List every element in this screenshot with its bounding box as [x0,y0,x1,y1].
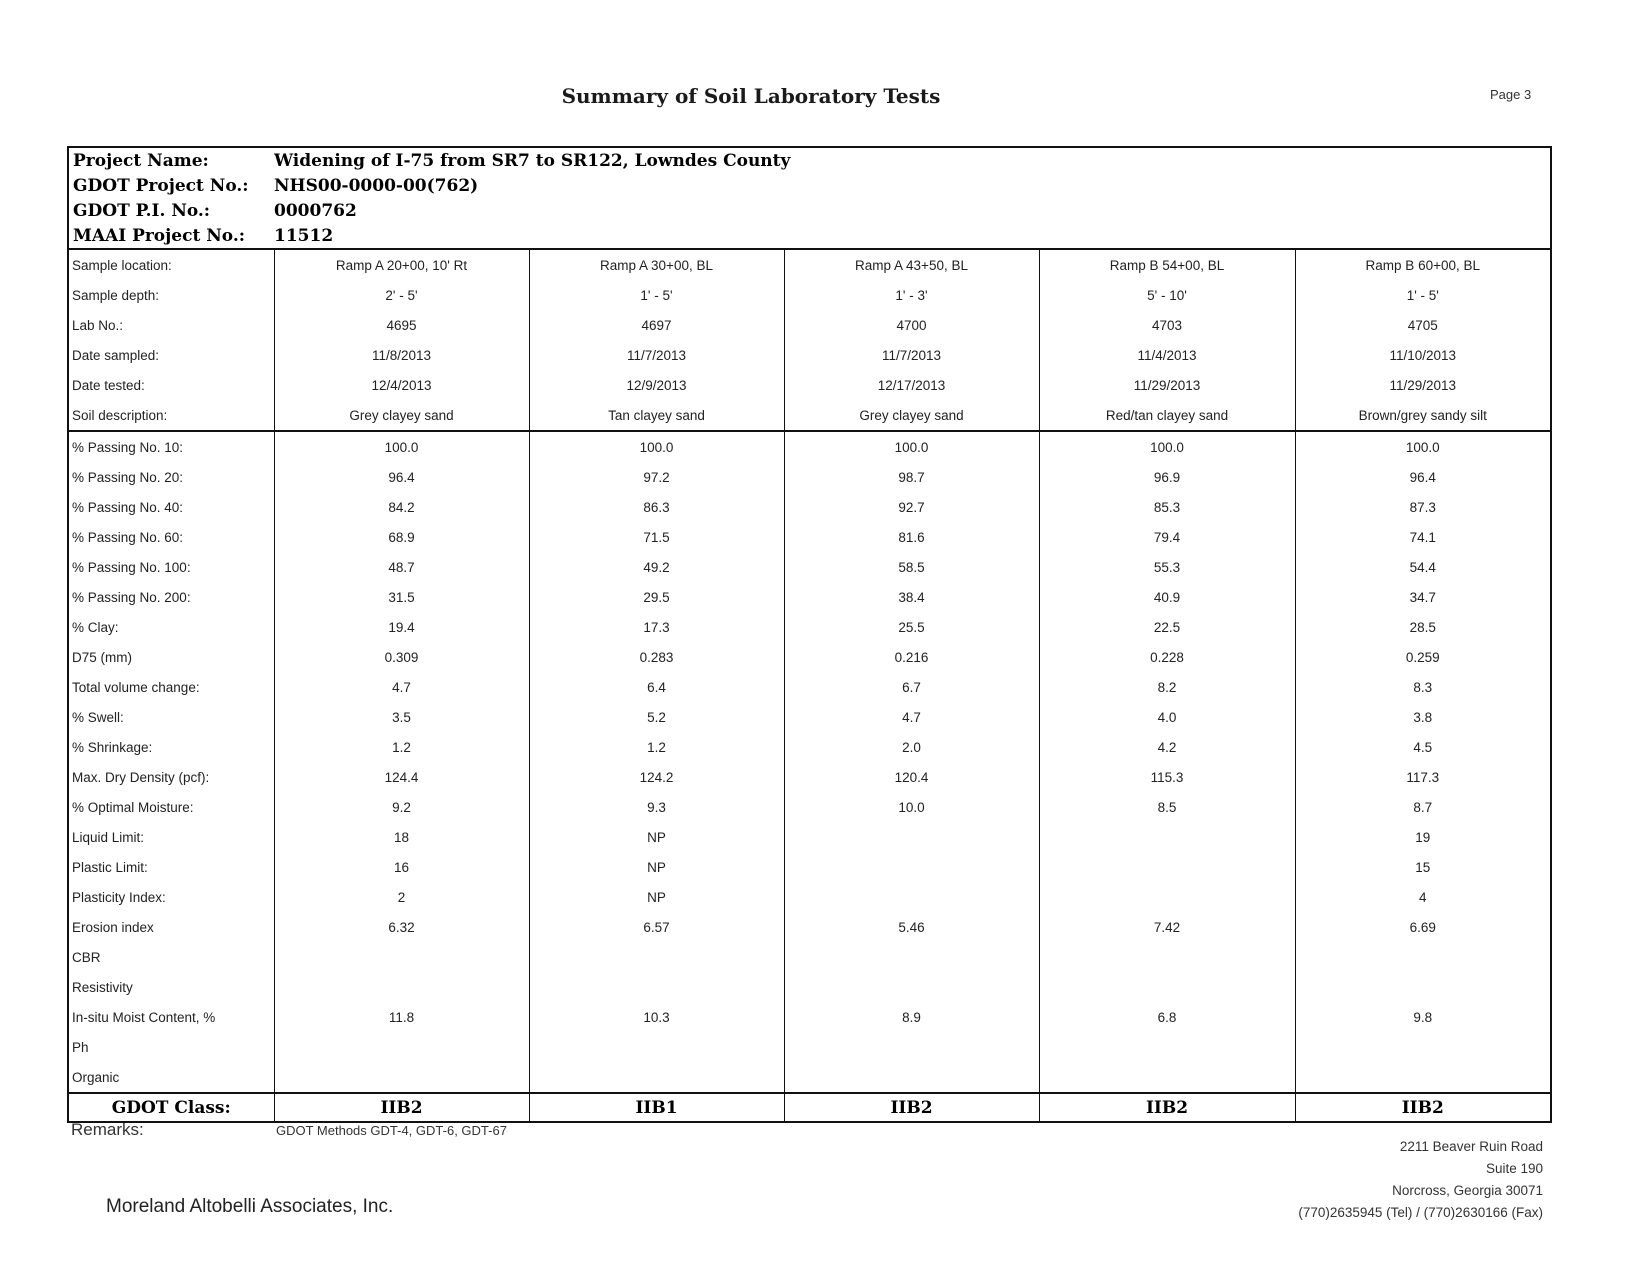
cell-value: 0.309 [274,642,529,672]
cell-value: Ramp A 43+50, BL [784,249,1039,280]
address-line: Suite 190 [1485,1161,1543,1176]
cell-value: 6.32 [274,912,529,942]
row-label: Total volume change: [72,679,200,695]
cell-value: 4 [1295,882,1551,912]
cell-value: 7.42 [1039,912,1295,942]
cell-value: Grey clayey sand [274,400,529,431]
table-row [68,340,1551,370]
cell-value: 4.5 [1295,732,1551,762]
cell-value [1039,1032,1295,1062]
cell-value: 1' - 5' [529,280,784,310]
cell-value: 6.57 [529,912,784,942]
project-info-row [68,147,1551,173]
cell-value: NP [529,882,784,912]
cell-value: 97.2 [529,462,784,492]
cell-value: 5' - 10' [1039,280,1295,310]
table-row [68,882,1551,912]
cell-value: 11/8/2013 [274,340,529,370]
project-info-value: Widening of I-75 from SR7 to SR122, Lowndes County [274,150,791,171]
table-row [68,612,1551,642]
cell-value: 25.5 [784,612,1039,642]
cell-value: 6.69 [1295,912,1551,942]
cell-value: 6.8 [1039,1002,1295,1032]
cell-value: 1.2 [274,732,529,762]
cell-value: 8.2 [1039,672,1295,702]
row-label: % Passing No. 100: [72,559,191,575]
cell-value: 2' - 5' [274,280,529,310]
cell-value [784,852,1039,882]
table-row [68,370,1551,400]
row-label: % Shrinkage: [72,739,153,755]
cell-value: 31.5 [274,582,529,612]
row-label: In-situ Moist Content, % [72,1009,216,1025]
cell-value: 124.2 [529,762,784,792]
table-row [68,702,1551,732]
project-info-label: GDOT P.I. No.: [73,200,211,221]
cell-value: 4.2 [1039,732,1295,762]
cell-value: Ramp B 60+00, BL [1295,249,1551,280]
cell-value: 96.9 [1039,462,1295,492]
cell-value: Brown/grey sandy silt [1295,400,1551,431]
cell-value [1295,1062,1551,1093]
cell-value [784,942,1039,972]
cell-value: 4.7 [274,672,529,702]
row-label: Ph [72,1039,89,1055]
cell-value: Red/tan clayey sand [1039,400,1295,431]
row-label: CBR [72,949,101,965]
company-address [1298,1136,1543,1224]
cell-value [1039,882,1295,912]
table-row [68,732,1551,762]
cell-value [529,972,784,1002]
table-row [68,249,1551,280]
row-label: Plastic Limit: [72,859,148,875]
row-label: % Clay: [72,619,119,635]
row-label: % Passing No. 60: [72,529,184,545]
cell-value [784,1032,1039,1062]
cell-value: 92.7 [784,492,1039,522]
cell-value: 5.46 [784,912,1039,942]
project-info-label: Project Name: [73,150,209,171]
remarks-value: GDOT Methods GDT-4, GDT-6, GDT-67 [276,1123,507,1138]
cell-value: 0.216 [784,642,1039,672]
project-info-value: 11512 [274,225,334,246]
cell-value: 8.7 [1295,792,1551,822]
cell-value: 8.5 [1039,792,1295,822]
cell-value: 0.259 [1295,642,1551,672]
cell-value: 12/4/2013 [274,370,529,400]
cell-value: 84.2 [274,492,529,522]
cell-value [784,1062,1039,1093]
cell-value: 16 [274,852,529,882]
cell-value [529,942,784,972]
table-row [68,1032,1551,1062]
cell-value: 12/9/2013 [529,370,784,400]
row-label: Max. Dry Density (pcf): [72,769,210,785]
cell-value: 100.0 [1039,431,1295,462]
project-info-row [68,173,1551,198]
cell-value: 19 [1295,822,1551,852]
table-row [68,672,1551,702]
cell-value: 11/7/2013 [784,340,1039,370]
cell-value [274,942,529,972]
cell-value: 4.0 [1039,702,1295,732]
cell-value: 100.0 [529,431,784,462]
cell-value: 4697 [529,310,784,340]
cell-value: 1' - 5' [1295,280,1551,310]
cell-value: 11/10/2013 [1295,340,1551,370]
cell-value [784,882,1039,912]
cell-value: 34.7 [1295,582,1551,612]
table-row [68,492,1551,522]
row-label: % Swell: [72,709,124,725]
cell-value [529,1062,784,1093]
cell-value: 9.8 [1295,1002,1551,1032]
cell-value: NP [529,852,784,882]
cell-value: 28.5 [1295,612,1551,642]
cell-value: 100.0 [784,431,1039,462]
gdot-class-value: IIB2 [1039,1093,1295,1122]
table-row [68,552,1551,582]
cell-value: 29.5 [529,582,784,612]
cell-value: 19.4 [274,612,529,642]
table-row [68,822,1551,852]
cell-value [1295,972,1551,1002]
project-info-row [68,198,1551,223]
cell-value: 117.3 [1295,762,1551,792]
cell-value: 0.228 [1039,642,1295,672]
gdot-class-value: IIB1 [529,1093,784,1122]
project-info-label: GDOT Project No.: [73,175,249,196]
cell-value [1039,1062,1295,1093]
cell-value: 10.0 [784,792,1039,822]
project-info-row [68,223,1551,249]
cell-value: 86.3 [529,492,784,522]
cell-value: 68.9 [274,522,529,552]
table-row [68,762,1551,792]
cell-value: Ramp B 54+00, BL [1039,249,1295,280]
table-row [68,431,1551,462]
page-title: Summary of Soil Laboratory Tests [561,84,941,108]
cell-value [784,822,1039,852]
row-label: % Passing No. 40: [72,499,184,515]
cell-value [529,1032,784,1062]
row-label: Date tested: [72,377,145,393]
table-row [68,1002,1551,1032]
table-row [68,400,1551,431]
project-info-label: MAAI Project No.: [73,225,246,246]
cell-value: 4705 [1295,310,1551,340]
row-label: Plasticity Index: [72,889,166,905]
table-row [68,912,1551,942]
cell-value: 96.4 [274,462,529,492]
table-row [68,792,1551,822]
row-label: Erosion index [72,919,154,935]
row-label: Sample depth: [72,287,160,303]
cell-value: 12/17/2013 [784,370,1039,400]
cell-value: 48.7 [274,552,529,582]
row-label: Organic [72,1069,120,1085]
cell-value: 58.5 [784,552,1039,582]
cell-value: 49.2 [529,552,784,582]
row-label: Sample location: [68,249,274,280]
gdot-class-row [68,1093,1551,1122]
cell-value: 2.0 [784,732,1039,762]
gdot-class-value: IIB2 [274,1093,529,1122]
cell-value: 4695 [274,310,529,340]
cell-value: 10.3 [529,1002,784,1032]
cell-value: 3.8 [1295,702,1551,732]
soil-tests-table [67,146,1552,1123]
row-label: D75 (mm) [72,649,132,665]
cell-value [274,1062,529,1093]
row-label: % Optimal Moisture: [72,799,194,815]
cell-value: 0.283 [529,642,784,672]
cell-value: 8.9 [784,1002,1039,1032]
cell-value: 3.5 [274,702,529,732]
project-info-value: 0000762 [274,200,357,221]
gdot-class-value: IIB2 [784,1093,1039,1122]
cell-value: Grey clayey sand [784,400,1039,431]
cell-value: 15 [1295,852,1551,882]
cell-value: 4703 [1039,310,1295,340]
cell-value: 2 [274,882,529,912]
row-label: Liquid Limit: [72,829,145,845]
cell-value: 22.5 [1039,612,1295,642]
cell-value: 100.0 [274,431,529,462]
cell-value: 79.4 [1039,522,1295,552]
cell-value [274,1032,529,1062]
cell-value: 6.7 [784,672,1039,702]
cell-value: 71.5 [529,522,784,552]
address-line: 2211 Beaver Ruin Road [1399,1139,1543,1154]
cell-value: 11/4/2013 [1039,340,1295,370]
table-row [68,972,1551,1002]
cell-value: 81.6 [784,522,1039,552]
cell-value: NP [529,822,784,852]
address-line: Norcross, Georgia 30071 [1392,1183,1543,1198]
cell-value: 120.4 [784,762,1039,792]
table-row [68,280,1551,310]
cell-value: Ramp A 20+00, 10' Rt [274,249,529,280]
cell-value: 8.3 [1295,672,1551,702]
table-row [68,1062,1551,1093]
gdot-class-value: IIB2 [1295,1093,1551,1122]
page-number: Page 3 [1490,87,1532,102]
table-row [68,852,1551,882]
cell-value: 124.4 [274,762,529,792]
row-label: Date sampled: [72,347,160,363]
cell-value [1039,972,1295,1002]
cell-value: 1.2 [529,732,784,762]
cell-value: 9.2 [274,792,529,822]
cell-value: Tan clayey sand [529,400,784,431]
table-row [68,942,1551,972]
cell-value: 100.0 [1295,431,1551,462]
cell-value: 4.7 [784,702,1039,732]
cell-value [784,972,1039,1002]
cell-value: 6.4 [529,672,784,702]
gdot-class-label: GDOT Class: [68,1093,274,1122]
cell-value: Ramp A 30+00, BL [529,249,784,280]
cell-value: 17.3 [529,612,784,642]
cell-value [274,972,529,1002]
cell-value: 85.3 [1039,492,1295,522]
table-row [68,310,1551,340]
cell-value: 4700 [784,310,1039,340]
row-label: % Passing No. 20: [72,469,184,485]
table-row [68,522,1551,552]
table-row [68,642,1551,672]
cell-value: 96.4 [1295,462,1551,492]
table-row [68,582,1551,612]
row-label: % Passing No. 200: [72,589,191,605]
cell-value: 40.9 [1039,582,1295,612]
cell-value: 1' - 3' [784,280,1039,310]
address-line: (770)2635945 (Tel) / (770)2630166 (Fax) [1298,1205,1543,1220]
cell-value: 115.3 [1039,762,1295,792]
cell-value [1039,852,1295,882]
cell-value: 55.3 [1039,552,1295,582]
row-label: Resistivity [72,979,133,995]
row-label: % Passing No. 10: [68,431,274,462]
cell-value: 11/29/2013 [1295,370,1551,400]
row-label: Soil description: [72,407,168,423]
cell-value: 11/29/2013 [1039,370,1295,400]
cell-value: 11/7/2013 [529,340,784,370]
cell-value [1295,942,1551,972]
company-name: Moreland Altobelli Associates, Inc. [106,1196,394,1217]
table-row [68,462,1551,492]
cell-value [1039,942,1295,972]
cell-value: 54.4 [1295,552,1551,582]
cell-value: 11.8 [274,1002,529,1032]
remarks-label: Remarks: [71,1120,144,1139]
cell-value: 5.2 [529,702,784,732]
cell-value: 18 [274,822,529,852]
cell-value: 9.3 [529,792,784,822]
cell-value [1039,822,1295,852]
cell-value: 98.7 [784,462,1039,492]
row-label: Lab No.: [72,317,124,333]
cell-value: 74.1 [1295,522,1551,552]
project-info-value: NHS00-0000-00(762) [274,175,479,196]
cell-value: 38.4 [784,582,1039,612]
cell-value [1295,1032,1551,1062]
cell-value: 87.3 [1295,492,1551,522]
